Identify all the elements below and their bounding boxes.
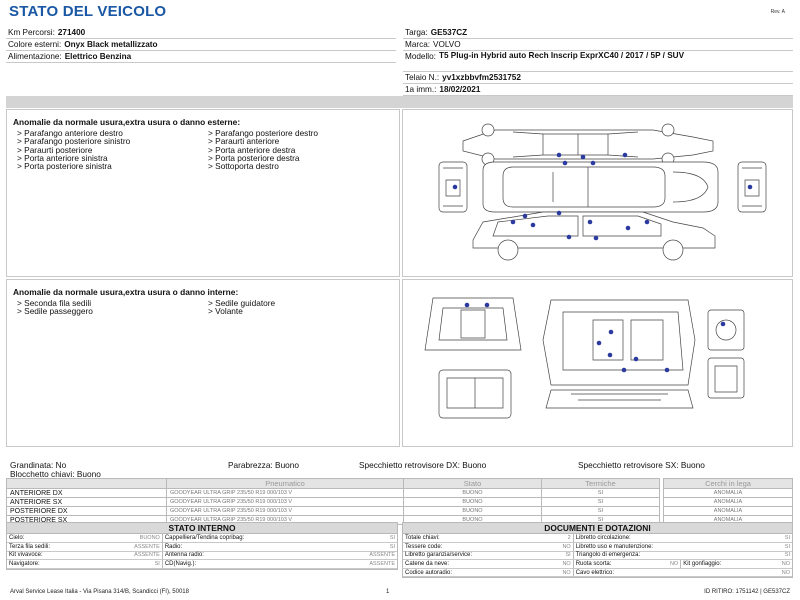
damage-marker	[531, 223, 536, 228]
damage-marker	[485, 303, 490, 308]
tyre-thermal: SI	[542, 489, 660, 498]
tyre-position: ANTERIORE SX	[7, 498, 167, 507]
kv-value: SI	[100, 560, 162, 569]
tyre-state: BUONO	[404, 489, 542, 498]
model-row	[403, 51, 793, 72]
damage-item: > Sottoporta destro	[208, 162, 399, 170]
tyre-thermal: SI	[542, 498, 660, 507]
key-lock-status: Blocchetto chiavi: Buono	[10, 469, 101, 479]
kv-label: Catene da neve:	[403, 560, 547, 569]
rims-header-row	[664, 479, 793, 489]
damage-item: > Parafango anteriore destro	[17, 129, 208, 137]
kv-value: ASSENTE	[336, 560, 397, 569]
damage-item: > Paraurti posteriore	[17, 146, 208, 154]
fuel-row	[6, 51, 396, 63]
vin-value: yv1xzbbvfm2531752	[442, 73, 521, 82]
rim-state: ANOMALIA	[664, 498, 793, 507]
damage-marker	[665, 368, 670, 373]
damage-marker	[557, 211, 562, 216]
vin-row	[403, 72, 793, 84]
rim-state: ANOMALIA	[664, 507, 793, 516]
damage-marker	[594, 236, 599, 241]
kv-label: Kit gonfiaggio:	[681, 560, 767, 569]
damage-marker	[609, 330, 614, 335]
kv-label: Cappelliera/Tendina copribag:	[162, 534, 335, 543]
tyres-table	[6, 478, 660, 525]
color-value: Onyx Black metallizzato	[64, 40, 158, 49]
kv-value: SI	[547, 551, 573, 560]
damage-item: > Seconda fila sedili	[17, 299, 208, 307]
model-value: T5 Plug-in Hybrid auto Rech Inscrip ExprXC40 / 2017 / 5P / SUV	[438, 51, 685, 60]
kv-label: Libretto garanzia/service:	[403, 551, 547, 560]
table-row	[7, 551, 397, 560]
brand-label: Marca:	[405, 40, 431, 49]
table-row	[403, 560, 792, 569]
kv-label: Cielo:	[7, 534, 100, 543]
footer-page-number: 1	[386, 589, 390, 595]
tyre-position: POSTERIORE DX	[7, 507, 167, 516]
vin-label: Telaio N.:	[405, 73, 440, 82]
kv-value: ASSENTE	[336, 551, 397, 560]
internal-car-diagram-panel	[402, 279, 793, 447]
summary-row	[10, 461, 793, 470]
kv-label: Cavo elettrico:	[573, 568, 767, 577]
tyre-position: POSTERIORE SX	[7, 516, 167, 525]
documents-table	[403, 534, 792, 577]
kv-value: NO	[547, 568, 573, 577]
kv-value: NO	[547, 560, 573, 569]
damage-marker	[626, 226, 631, 231]
kv-value: SI	[767, 551, 792, 560]
tyre-state: BUONO	[404, 516, 542, 525]
hail-status: Grandinata: No	[10, 460, 67, 470]
internal-damage-list	[17, 299, 399, 316]
damage-marker	[597, 341, 602, 346]
registration-label: 1a imm.:	[405, 85, 437, 94]
table-row	[7, 498, 660, 507]
documents-title: DOCUMENTI E DOTAZIONI	[403, 523, 792, 534]
kv-label: Totale chiavi:	[403, 534, 547, 543]
kv-label: Navigatore:	[7, 560, 100, 569]
mirror-right-status: Specchietto retrovisore DX: Buono	[359, 460, 487, 470]
external-car-diagram-panel	[402, 109, 793, 277]
section-divider	[6, 96, 793, 108]
tyre-spec: GOODYEAR ULTRA GRIP 235/50 R19 000/103 V	[167, 489, 404, 498]
tyres-header-thermal: Termiche	[542, 479, 660, 489]
table-row	[7, 534, 397, 543]
kv-value: NO	[767, 568, 792, 577]
internal-state-title: STATO INTERNO	[7, 523, 397, 534]
kv-value: ASSENTE	[100, 543, 162, 552]
damage-item: > Porta posteriore destra	[208, 154, 399, 162]
tyre-thermal: SI	[542, 507, 660, 516]
external-damage-title: Anomalie da normale usura,extra usura o danno esterne:	[13, 117, 241, 127]
kv-label: Libretto circolazione:	[573, 534, 767, 543]
kv-value: NO	[655, 560, 681, 569]
rims-table	[663, 478, 793, 525]
table-row	[7, 489, 660, 498]
external-damage-panel	[6, 109, 400, 277]
internal-damage-col-1	[17, 299, 208, 316]
footer-reference: ID RITIRO: 1751142 | GE537CZ	[704, 589, 790, 595]
damage-marker	[721, 322, 726, 327]
registration-value: 18/02/2021	[439, 85, 481, 94]
damage-marker	[563, 161, 568, 166]
damage-marker	[557, 153, 562, 158]
internal-damage-panel	[6, 279, 400, 447]
damage-marker	[634, 357, 639, 362]
damage-marker	[645, 220, 650, 225]
damage-marker	[623, 153, 628, 158]
internal-damage-col-2	[208, 299, 399, 316]
damage-marker	[591, 161, 596, 166]
kv-value: BUONO	[100, 534, 162, 543]
damage-item: > Porta anteriore sinistra	[17, 154, 208, 162]
rim-state: ANOMALIA	[664, 516, 793, 525]
plate-row	[403, 27, 793, 39]
damage-item: > Sedile guidatore	[208, 299, 399, 307]
vehicle-info-right	[403, 27, 793, 96]
kv-label: Tessere code:	[403, 543, 547, 552]
external-damage-col-2	[208, 129, 399, 170]
color-row	[6, 39, 396, 51]
damage-item: > Paraurti anteriore	[208, 137, 399, 145]
footer-company: Arval Service Lease Italia - Via Pisana 314/B, Scandicci (FI), 50018	[10, 589, 189, 595]
table-row	[403, 543, 792, 552]
model-label: Modello:	[405, 52, 436, 61]
rim-state: ANOMALIA	[664, 489, 793, 498]
brand-row	[403, 39, 793, 51]
table-row	[7, 560, 397, 569]
kv-label: CD(Navig.):	[162, 560, 335, 569]
car-interior-diagram	[403, 280, 792, 446]
page-title: STATO DEL VEICOLO	[9, 3, 167, 20]
fuel-label: Alimentazione:	[8, 52, 62, 61]
vehicle-info-left	[6, 27, 396, 63]
tyres-header-state: Stato	[404, 479, 542, 489]
damage-marker	[748, 185, 753, 190]
damage-marker	[511, 220, 516, 225]
damage-marker	[588, 220, 593, 225]
kv-label: Codice autoradio:	[403, 568, 547, 577]
condition-summary	[10, 461, 793, 479]
km-label: Km Percorsi:	[8, 28, 55, 37]
external-damage-list	[17, 129, 399, 170]
table-row	[403, 568, 792, 577]
tyre-position: ANTERIORE DX	[7, 489, 167, 498]
kv-label: Libretto uso e manutenzione:	[573, 543, 767, 552]
kv-value: ASSENTE	[100, 551, 162, 560]
table-row	[664, 489, 793, 498]
fuel-value: Elettrico Benzina	[64, 52, 132, 61]
table-row	[664, 498, 793, 507]
kv-value: 2	[547, 534, 573, 543]
tyre-state: BUONO	[404, 498, 542, 507]
kv-label: Triangolo di emergenza:	[573, 551, 767, 560]
documents-box	[402, 522, 793, 578]
registration-row	[403, 84, 793, 96]
kv-value: NO	[547, 543, 573, 552]
damage-item: > Volante	[208, 307, 399, 315]
damage-marker	[465, 303, 470, 308]
car-exterior-diagram	[403, 110, 792, 276]
damage-item: > Parafango posteriore destro	[208, 129, 399, 137]
internal-state-table	[7, 534, 397, 569]
tyre-state: BUONO	[404, 507, 542, 516]
tyre-spec: GOODYEAR ULTRA GRIP 235/50 R19 000/103 V	[167, 498, 404, 507]
tyre-spec: GOODYEAR ULTRA GRIP 235/50 R19 000/103 V	[167, 507, 404, 516]
damage-marker	[567, 235, 572, 240]
internal-damage-title: Anomalie da normale usura,extra usura o danno interne:	[13, 287, 239, 297]
kv-label: Ruota scorta:	[573, 560, 655, 569]
internal-state-box	[6, 522, 398, 570]
windshield-status: Parabrezza: Buono	[228, 460, 300, 470]
rims-header: Cerchi in lega	[664, 479, 793, 489]
kv-value: SI	[336, 543, 397, 552]
brand-value: VOLVO	[433, 40, 461, 49]
kv-label: Antenna radio:	[162, 551, 335, 560]
tyres-header-tyre: Pneumatico	[167, 479, 404, 489]
damage-item: > Parafango posteriore sinistro	[17, 137, 208, 145]
table-row	[664, 507, 793, 516]
color-label: Colore esterni:	[8, 40, 62, 49]
table-row	[7, 543, 397, 552]
damage-item: > Porta posteriore sinistra	[17, 162, 208, 170]
tyre-thermal: SI	[542, 516, 660, 525]
kv-value: SI	[336, 534, 397, 543]
plate-value: GE537CZ	[430, 28, 468, 37]
damage-item: > Sedile passeggero	[17, 307, 208, 315]
revision-label: Rev. A	[770, 9, 785, 15]
km-value: 271400	[57, 28, 86, 37]
tyres-header-empty	[7, 479, 167, 489]
mirror-left-status: Specchietto retrovisore SX: Buono	[578, 460, 705, 470]
damage-marker	[523, 214, 528, 219]
external-damage-col-1	[17, 129, 208, 170]
kv-value: NO	[767, 560, 792, 569]
table-row	[403, 551, 792, 560]
tyre-spec: GOODYEAR ULTRA GRIP 235/50 R19 000/103 V	[167, 516, 404, 525]
damage-marker	[622, 368, 627, 373]
damage-marker	[581, 155, 586, 160]
tyres-header-row	[7, 479, 660, 489]
kv-value: SI	[767, 534, 792, 543]
damage-item: > Porta anteriore destra	[208, 146, 399, 154]
kv-label: Kit vivavoce:	[7, 551, 100, 560]
plate-label: Targa:	[405, 28, 428, 37]
table-row	[7, 507, 660, 516]
km-row	[6, 27, 396, 39]
table-row	[403, 534, 792, 543]
kv-label: Terza fila sedili:	[7, 543, 100, 552]
kv-value: SI	[767, 543, 792, 552]
damage-marker	[453, 185, 458, 190]
damage-marker	[608, 353, 613, 358]
kv-label: Radio:	[162, 543, 335, 552]
